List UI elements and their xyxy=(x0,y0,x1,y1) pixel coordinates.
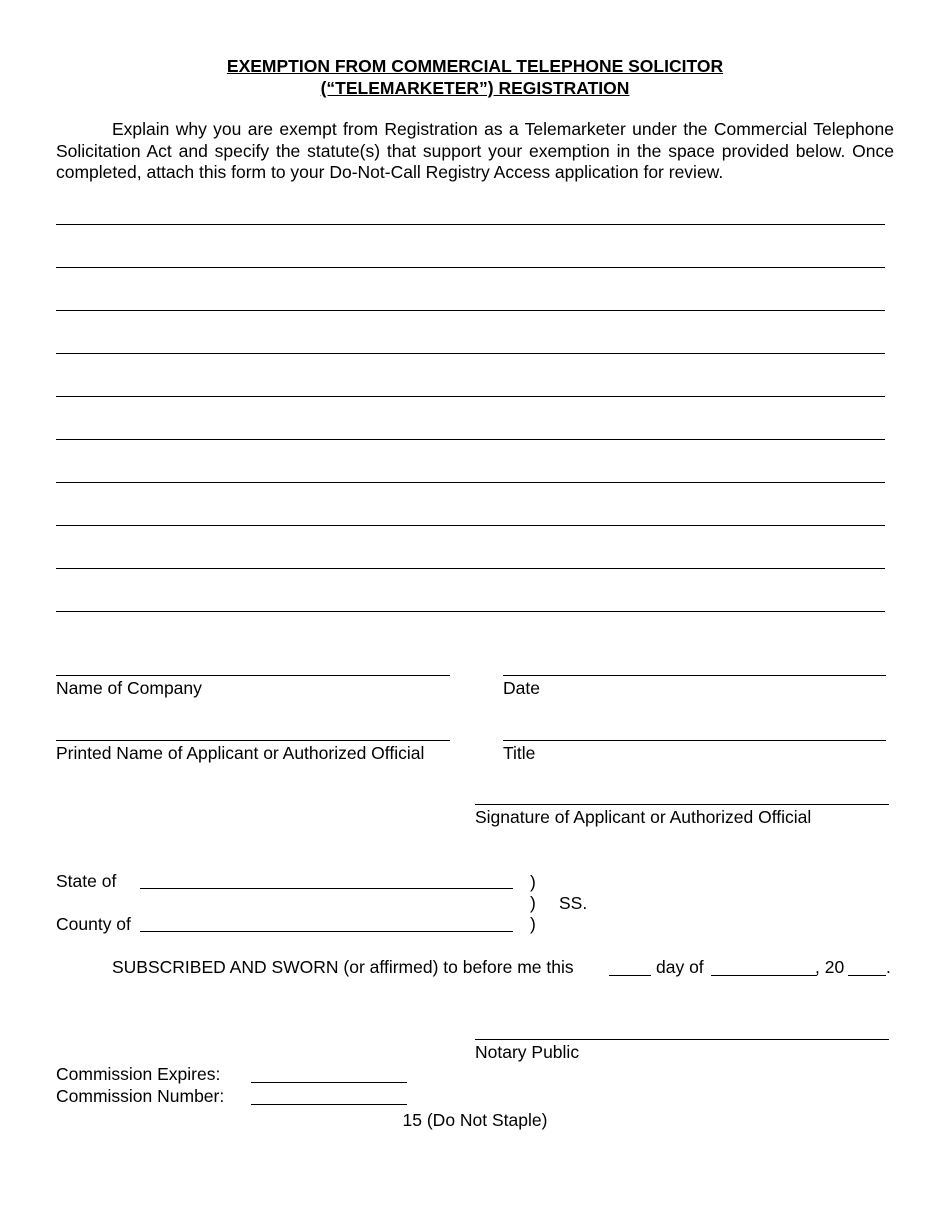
commission-number-line[interactable] xyxy=(251,1084,407,1105)
sworn-year-prefix: , 20 xyxy=(815,957,845,977)
form-title-line-2: (“TELEMARKETER”) REGISTRATION xyxy=(320,78,630,98)
printed-name-label: Printed Name of Applicant or Authorized Official xyxy=(56,743,425,763)
state-of-label: State of xyxy=(56,871,117,891)
commission-number-label: Commission Number: xyxy=(56,1086,225,1106)
explanation-line[interactable] xyxy=(56,396,885,397)
signature-label: Signature of Applicant or Authorized Official xyxy=(475,807,812,827)
explanation-line[interactable] xyxy=(56,310,885,311)
explanation-line[interactable] xyxy=(56,525,885,526)
explanation-line[interactable] xyxy=(56,568,885,569)
explanation-line[interactable] xyxy=(56,482,885,483)
signature-line[interactable] xyxy=(475,804,889,805)
sworn-month-line[interactable] xyxy=(711,955,817,976)
sworn-day-line[interactable] xyxy=(609,955,651,976)
title-label: Title xyxy=(503,743,536,763)
notary-public-label: Notary Public xyxy=(475,1042,580,1062)
date-label: Date xyxy=(503,678,540,698)
date-line[interactable] xyxy=(503,675,886,676)
county-of-label: County of xyxy=(56,914,131,934)
notary-signature-line[interactable] xyxy=(475,1039,889,1040)
county-of-line[interactable] xyxy=(140,911,513,932)
explanation-line[interactable] xyxy=(56,439,885,440)
bracket-paren-top: ) xyxy=(530,872,536,892)
page-footer-note: 15 (Do Not Staple) xyxy=(402,1110,548,1130)
title-line[interactable] xyxy=(503,740,886,741)
commission-expires-line[interactable] xyxy=(251,1062,407,1083)
sworn-day-of-label: day of xyxy=(656,957,704,977)
bracket-paren-middle: ) xyxy=(530,893,536,913)
explanation-line[interactable] xyxy=(56,353,885,354)
instructions-paragraph: Explain why you are exempt from Registration as a Telemarketer under the Commercial Telephone Solicitation Act and specify the statute(s) that support your exemption in the space provided below. Once completed, attach this form to your Do-Not-Call Registry Access application for review. xyxy=(56,119,894,182)
company-name-line[interactable] xyxy=(56,675,450,676)
commission-expires-label: Commission Expires: xyxy=(56,1064,221,1084)
sworn-year-line[interactable] xyxy=(848,955,886,976)
explanation-line[interactable] xyxy=(56,224,885,225)
sworn-period: . xyxy=(886,957,891,977)
ss-label: SS. xyxy=(559,893,588,913)
state-of-line[interactable] xyxy=(140,868,513,889)
company-name-label: Name of Company xyxy=(56,678,202,698)
explanation-line[interactable] xyxy=(56,611,885,612)
sworn-statement-prefix: SUBSCRIBED AND SWORN (or affirmed) to before me this xyxy=(112,957,574,977)
form-title-line-1: EXEMPTION FROM COMMERCIAL TELEPHONE SOLICITOR xyxy=(226,56,724,76)
printed-name-line[interactable] xyxy=(56,740,450,741)
explanation-line[interactable] xyxy=(56,267,885,268)
bracket-paren-bottom: ) xyxy=(530,914,536,934)
